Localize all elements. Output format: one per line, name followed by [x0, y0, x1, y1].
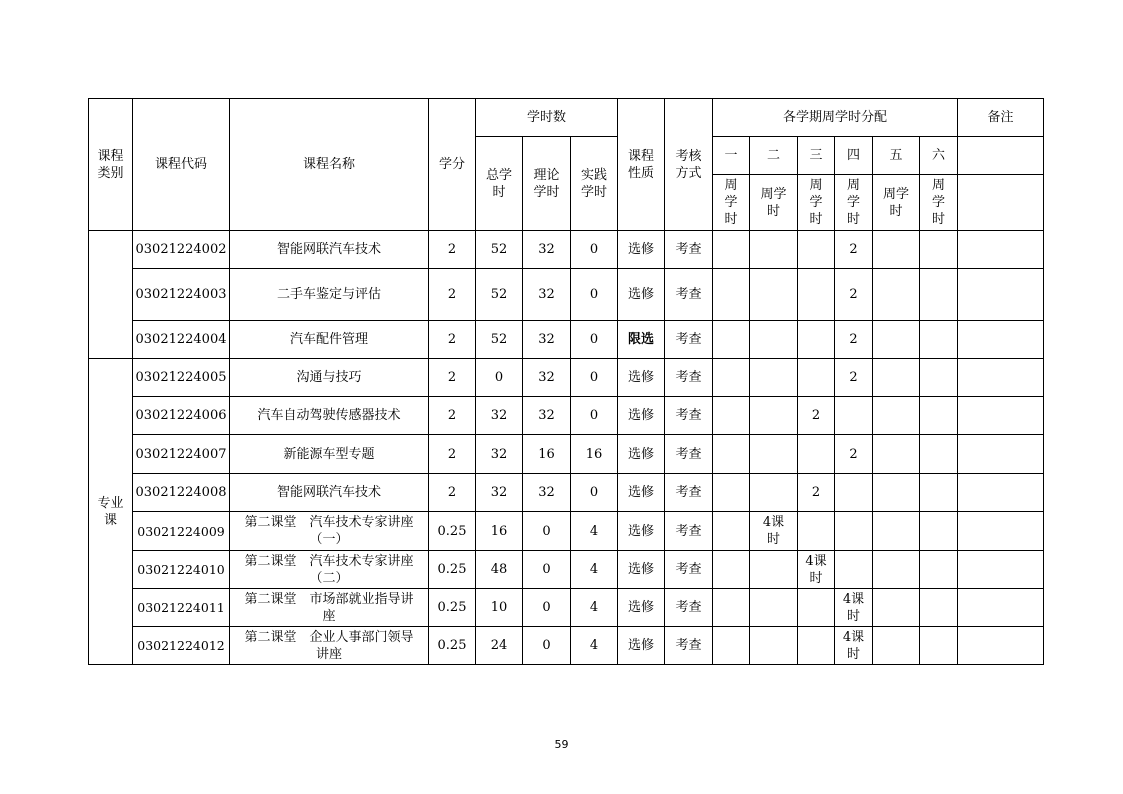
course-name: 新能源车型专题 [230, 435, 429, 474]
remarks [958, 551, 1044, 589]
sem5 [873, 627, 920, 665]
category-label: 专业 课 [89, 359, 133, 665]
header-semester-group: 各学期周学时分配 [713, 99, 958, 137]
header-practice-hours: 实践 学时 [571, 137, 618, 231]
practice-hours: 4 [571, 627, 618, 665]
sem6 [920, 551, 958, 589]
sem3 [798, 321, 835, 359]
sem3: 4课 时 [798, 551, 835, 589]
sem1 [713, 269, 750, 321]
course-name: 第二课堂 汽车技术专家讲座 （一） [230, 512, 429, 551]
sem4: 4课 时 [835, 589, 873, 627]
credit: 2 [429, 474, 476, 512]
sem4 [835, 474, 873, 512]
assessment: 考查 [665, 435, 713, 474]
sem2 [750, 269, 798, 321]
credit: 2 [429, 231, 476, 269]
theory-hours: 0 [523, 589, 571, 627]
sem3 [798, 359, 835, 397]
weekly-label-2: 周学 时 [750, 175, 798, 231]
table-row [89, 321, 1044, 359]
sem4: 2 [835, 231, 873, 269]
assessment: 考查 [665, 231, 713, 269]
header-nature: 课程 性质 [618, 99, 665, 231]
category-blank [89, 231, 133, 359]
practice-hours: 16 [571, 435, 618, 474]
practice-hours: 4 [571, 551, 618, 589]
course-nature: 选修 [618, 589, 665, 627]
remarks [958, 359, 1044, 397]
credit: 2 [429, 435, 476, 474]
total-hours: 10 [476, 589, 523, 627]
course-name: 智能网联汽车技术 [230, 231, 429, 269]
header-code: 课程代码 [133, 99, 230, 231]
course-name: 二手车鉴定与评估 [230, 269, 429, 321]
credit: 0.25 [429, 512, 476, 551]
weekly-remarks-blank [958, 175, 1044, 231]
credit: 2 [429, 359, 476, 397]
assessment: 考查 [665, 269, 713, 321]
course-code: 03021224010 [133, 551, 230, 589]
course-code: 03021224002 [133, 231, 230, 269]
sem5 [873, 551, 920, 589]
remarks [958, 589, 1044, 627]
course-code: 03021224008 [133, 474, 230, 512]
remarks [958, 474, 1044, 512]
total-hours: 52 [476, 269, 523, 321]
header-semester-4: 四 [835, 137, 873, 175]
sem6 [920, 627, 958, 665]
sem2 [750, 359, 798, 397]
sem4: 2 [835, 435, 873, 474]
sem1 [713, 551, 750, 589]
header-remarks: 备注 [958, 99, 1044, 137]
sem6 [920, 512, 958, 551]
course-nature: 选修 [618, 359, 665, 397]
sem6 [920, 231, 958, 269]
total-hours: 16 [476, 512, 523, 551]
sem5 [873, 589, 920, 627]
header-semester-3: 三 [798, 137, 835, 175]
sem1 [713, 474, 750, 512]
sem2 [750, 321, 798, 359]
table-row [89, 627, 1044, 665]
credit: 2 [429, 397, 476, 435]
total-hours: 24 [476, 627, 523, 665]
sem2 [750, 627, 798, 665]
weekly-label-5: 周学 时 [873, 175, 920, 231]
sem3: 2 [798, 474, 835, 512]
course-code: 03021224006 [133, 397, 230, 435]
practice-hours: 0 [571, 359, 618, 397]
sem2 [750, 474, 798, 512]
table-row [89, 474, 1044, 512]
header-semester-6: 六 [920, 137, 958, 175]
practice-hours: 0 [571, 269, 618, 321]
total-hours: 32 [476, 474, 523, 512]
sem4 [835, 397, 873, 435]
assessment: 考查 [665, 627, 713, 665]
sem5 [873, 512, 920, 551]
theory-hours: 16 [523, 435, 571, 474]
course-nature: 选修 [618, 512, 665, 551]
remarks [958, 231, 1044, 269]
sem2 [750, 397, 798, 435]
practice-hours: 4 [571, 589, 618, 627]
course-code: 03021224004 [133, 321, 230, 359]
header-remarks-blank [958, 137, 1044, 175]
table-row [89, 269, 1044, 321]
course-code: 03021224012 [133, 627, 230, 665]
course-nature: 选修 [618, 627, 665, 665]
table-row [89, 589, 1044, 627]
header-row-1 [89, 99, 1044, 137]
theory-hours: 32 [523, 359, 571, 397]
course-name: 汽车配件管理 [230, 321, 429, 359]
sem2 [750, 231, 798, 269]
theory-hours: 32 [523, 269, 571, 321]
sem5 [873, 397, 920, 435]
course-nature: 选修 [618, 474, 665, 512]
header-total-hours: 总学 时 [476, 137, 523, 231]
theory-hours: 32 [523, 321, 571, 359]
sem5 [873, 269, 920, 321]
weekly-label-4: 周 学 时 [835, 175, 873, 231]
sem4 [835, 551, 873, 589]
header-credit: 学分 [429, 99, 476, 231]
sem3 [798, 231, 835, 269]
course-code: 03021224007 [133, 435, 230, 474]
practice-hours: 4 [571, 512, 618, 551]
sem6 [920, 589, 958, 627]
sem4 [835, 512, 873, 551]
header-category: 课程 类别 [89, 99, 133, 231]
course-name: 第二课堂 企业人事部门领导 讲座 [230, 627, 429, 665]
course-nature: 选修 [618, 231, 665, 269]
remarks [958, 512, 1044, 551]
theory-hours: 0 [523, 551, 571, 589]
sem3: 2 [798, 397, 835, 435]
assessment: 考查 [665, 397, 713, 435]
table-row [89, 435, 1044, 474]
sem1 [713, 321, 750, 359]
sem2: 4课 时 [750, 512, 798, 551]
sem1 [713, 231, 750, 269]
sem4: 2 [835, 269, 873, 321]
remarks [958, 435, 1044, 474]
sem2 [750, 551, 798, 589]
page-number: 59 [554, 738, 569, 751]
credit: 0.25 [429, 627, 476, 665]
total-hours: 48 [476, 551, 523, 589]
sem1 [713, 435, 750, 474]
course-name: 汽车自动驾驶传感器技术 [230, 397, 429, 435]
remarks [958, 269, 1044, 321]
sem1 [713, 589, 750, 627]
total-hours: 0 [476, 359, 523, 397]
credit: 2 [429, 269, 476, 321]
sem3 [798, 512, 835, 551]
course-name: 沟通与技巧 [230, 359, 429, 397]
table-row [89, 551, 1044, 589]
sem6 [920, 269, 958, 321]
header-semester-1: 一 [713, 137, 750, 175]
header-hours-group: 学时数 [476, 99, 618, 137]
credit: 0.25 [429, 551, 476, 589]
course-nature: 限选 [618, 321, 665, 359]
header-assessment: 考核 方式 [665, 99, 713, 231]
sem5 [873, 435, 920, 474]
course-code: 03021224003 [133, 269, 230, 321]
course-name: 第二课堂 市场部就业指导讲 座 [230, 589, 429, 627]
assessment: 考查 [665, 551, 713, 589]
header-name: 课程名称 [230, 99, 429, 231]
practice-hours: 0 [571, 397, 618, 435]
assessment: 考查 [665, 512, 713, 551]
course-code: 03021224011 [133, 589, 230, 627]
assessment: 考查 [665, 321, 713, 359]
remarks [958, 627, 1044, 665]
sem3 [798, 589, 835, 627]
practice-hours: 0 [571, 474, 618, 512]
total-hours: 52 [476, 321, 523, 359]
theory-hours: 32 [523, 397, 571, 435]
remarks [958, 321, 1044, 359]
practice-hours: 0 [571, 231, 618, 269]
table-row [89, 512, 1044, 551]
sem3 [798, 269, 835, 321]
total-hours: 32 [476, 397, 523, 435]
sem2 [750, 435, 798, 474]
sem1 [713, 627, 750, 665]
credit: 2 [429, 321, 476, 359]
assessment: 考查 [665, 474, 713, 512]
weekly-label-1: 周 学 时 [713, 175, 750, 231]
theory-hours: 0 [523, 512, 571, 551]
sem6 [920, 359, 958, 397]
header-semester-2: 二 [750, 137, 798, 175]
course-nature: 选修 [618, 435, 665, 474]
course-code: 03021224005 [133, 359, 230, 397]
course-name: 智能网联汽车技术 [230, 474, 429, 512]
sem4: 4课 时 [835, 627, 873, 665]
assessment: 考查 [665, 359, 713, 397]
theory-hours: 32 [523, 231, 571, 269]
sem6 [920, 474, 958, 512]
weekly-label-6: 周 学 时 [920, 175, 958, 231]
sem3 [798, 627, 835, 665]
sem5 [873, 231, 920, 269]
course-code: 03021224009 [133, 512, 230, 551]
sem6 [920, 397, 958, 435]
assessment: 考查 [665, 589, 713, 627]
sem3 [798, 435, 835, 474]
curriculum-table [88, 98, 1044, 665]
total-hours: 32 [476, 435, 523, 474]
theory-hours: 32 [523, 474, 571, 512]
remarks [958, 397, 1044, 435]
header-theory-hours: 理论 学时 [523, 137, 571, 231]
course-nature: 选修 [618, 269, 665, 321]
total-hours: 52 [476, 231, 523, 269]
practice-hours: 0 [571, 321, 618, 359]
sem5 [873, 359, 920, 397]
theory-hours: 0 [523, 627, 571, 665]
table-row [89, 231, 1044, 269]
sem6 [920, 321, 958, 359]
table-row [89, 397, 1044, 435]
sem2 [750, 589, 798, 627]
course-name: 第二课堂 汽车技术专家讲座 （二） [230, 551, 429, 589]
sem4: 2 [835, 321, 873, 359]
sem6 [920, 435, 958, 474]
course-nature: 选修 [618, 551, 665, 589]
sem4: 2 [835, 359, 873, 397]
sem1 [713, 397, 750, 435]
sem1 [713, 359, 750, 397]
weekly-label-3: 周 学 时 [798, 175, 835, 231]
course-nature: 选修 [618, 397, 665, 435]
sem5 [873, 321, 920, 359]
sem5 [873, 474, 920, 512]
table-row [89, 359, 1044, 397]
credit: 0.25 [429, 589, 476, 627]
sem1 [713, 512, 750, 551]
header-semester-5: 五 [873, 137, 920, 175]
